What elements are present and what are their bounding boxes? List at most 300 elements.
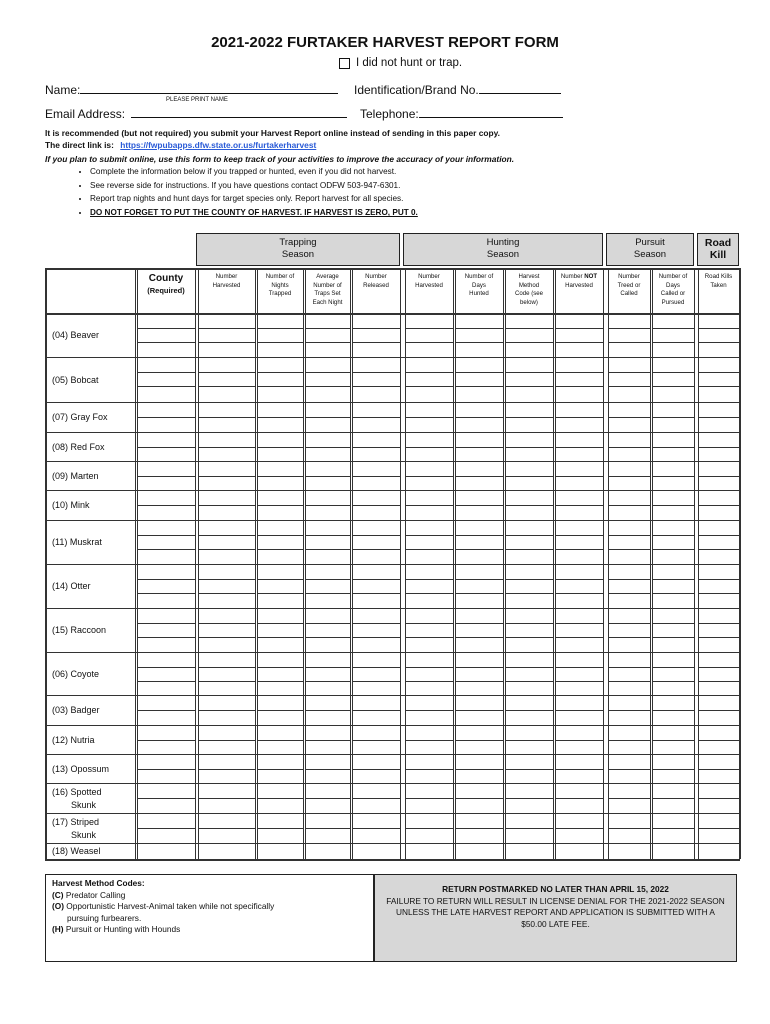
table-hline — [652, 623, 694, 624]
table-hline — [352, 769, 400, 770]
table-hline — [455, 637, 503, 638]
table-hline — [505, 579, 553, 580]
table-hline — [137, 386, 195, 387]
table-hline — [505, 372, 553, 373]
table-hline — [137, 535, 195, 536]
direct-link-label: The direct link is: — [45, 140, 114, 150]
table-hline — [198, 549, 255, 550]
table-hline — [555, 593, 603, 594]
table-hline — [698, 710, 739, 711]
table-hline — [652, 535, 694, 536]
table-hline — [455, 386, 503, 387]
table-hline — [405, 710, 453, 711]
table-hline — [45, 813, 740, 814]
table-hline — [198, 535, 255, 536]
table-hline — [45, 520, 740, 521]
table-hline — [257, 828, 303, 829]
table-hline — [455, 476, 503, 477]
table-hline — [455, 681, 503, 682]
table-hline — [455, 579, 503, 580]
table-hline — [505, 667, 553, 668]
name-field[interactable] — [45, 82, 338, 97]
table-hline — [698, 535, 739, 536]
table-hline — [555, 549, 603, 550]
table-hline — [45, 402, 740, 403]
table-hline — [137, 637, 195, 638]
print-name-hint: PLEASE PRINT NAME — [166, 97, 228, 103]
table-hline — [137, 740, 195, 741]
table-hline — [652, 417, 694, 418]
table-hline — [257, 328, 303, 329]
table-hline — [305, 623, 350, 624]
table-hline — [505, 328, 553, 329]
table-hline — [137, 798, 195, 799]
table-hline — [137, 769, 195, 770]
table-hline — [257, 593, 303, 594]
table-hline — [608, 623, 650, 624]
table-hline — [505, 476, 553, 477]
table-hline — [45, 608, 740, 609]
table-hline — [305, 505, 350, 506]
table-hline — [698, 593, 739, 594]
table-hline — [608, 681, 650, 682]
method-item — [52, 890, 367, 902]
species-label: (16) Spotted Skunk — [52, 786, 102, 810]
table-hline — [455, 372, 503, 373]
table-hline — [257, 681, 303, 682]
table-hline — [405, 447, 453, 448]
table-hline — [455, 798, 503, 799]
table-hline — [455, 740, 503, 741]
table-hline — [305, 798, 350, 799]
table-hline — [305, 681, 350, 682]
table-hline — [555, 828, 603, 829]
table-hline — [698, 386, 739, 387]
table-hline — [305, 549, 350, 550]
table-hline — [198, 328, 255, 329]
table-hline — [257, 372, 303, 373]
table-hline — [698, 342, 739, 343]
table-hline — [137, 328, 195, 329]
table-hline — [305, 328, 350, 329]
table-hline — [652, 667, 694, 668]
table-hline — [608, 769, 650, 770]
table-hline — [405, 328, 453, 329]
table-hline — [505, 342, 553, 343]
table-hline — [652, 328, 694, 329]
form-title: 2021-2022 FURTAKER HARVEST REPORT FORM — [211, 34, 559, 51]
table-hline — [352, 667, 400, 668]
table-hline — [505, 769, 553, 770]
table-hline — [652, 476, 694, 477]
table-hline — [305, 769, 350, 770]
table-hline — [405, 769, 453, 770]
table-hline — [652, 637, 694, 638]
table-hline — [698, 476, 739, 477]
pursuit-season-header: Pursuit Season — [606, 233, 694, 266]
table-hline — [305, 637, 350, 638]
table-hline — [137, 623, 195, 624]
instruction-item: • Report trap nights and hunt days for target species only. Report harvest for all species. — [90, 192, 418, 206]
table-hline — [608, 549, 650, 550]
table-hline — [198, 386, 255, 387]
table-hline — [198, 710, 255, 711]
table-hline — [45, 268, 740, 270]
harvest-method-codes — [45, 874, 374, 962]
table-hline — [652, 710, 694, 711]
table-hline — [352, 535, 400, 536]
method-item — [52, 924, 367, 936]
table-hline — [698, 328, 739, 329]
table-hline — [352, 476, 400, 477]
species-label: (04) Beaver — [52, 330, 100, 341]
table-hline — [257, 637, 303, 638]
table-hline — [305, 342, 350, 343]
table-hline — [257, 579, 303, 580]
instruction-list — [62, 165, 418, 220]
table-hline — [608, 740, 650, 741]
table-hline — [608, 710, 650, 711]
table-hline — [505, 535, 553, 536]
table-hline — [257, 476, 303, 477]
table-hline — [698, 798, 739, 799]
table-hline — [505, 637, 553, 638]
column-header: Road Kills Taken — [704, 273, 733, 289]
table-hline — [555, 386, 603, 387]
table-hline — [698, 505, 739, 506]
table-hline — [698, 769, 739, 770]
table-hline — [45, 725, 740, 726]
table-hline — [198, 740, 255, 741]
table-hline — [45, 461, 740, 462]
table-hline — [555, 342, 603, 343]
table-hline — [45, 859, 740, 860]
table-hline — [198, 342, 255, 343]
table-hline — [352, 623, 400, 624]
table-hline — [405, 386, 453, 387]
table-hline — [405, 681, 453, 682]
table-hline — [505, 740, 553, 741]
table-hline — [455, 535, 503, 536]
table-hline — [305, 447, 350, 448]
table-hline — [352, 342, 400, 343]
table-hline — [405, 579, 453, 580]
table-hline — [352, 798, 400, 799]
late-fee-warning: FAILURE TO RETURN WILL RESULT IN LICENSE DENIAL FOR THE 2021-2022 SEASON UNLESS THE LATE HARVEST REPORT AND APPLICATION IS SUBMITTED WITH A $50.00 LATE FEE. — [386, 895, 725, 930]
table-hline — [257, 549, 303, 550]
species-label: (17) Striped Skunk — [52, 816, 100, 840]
table-hline — [137, 549, 195, 550]
table-hline — [352, 386, 400, 387]
hunting-season-header: Hunting Season — [403, 233, 603, 266]
table-hline — [45, 357, 740, 358]
table-hline — [198, 447, 255, 448]
return-deadline-notice — [374, 874, 737, 962]
telephone-field[interactable] — [360, 106, 563, 121]
table-hline — [505, 417, 553, 418]
method-text: Opportunistic Harvest-Animal taken while not specifically pursuing furbearers. — [66, 901, 275, 923]
method-code: (H) — [52, 924, 64, 934]
species-label: (06) Coyote — [52, 668, 100, 679]
table-hline — [455, 505, 503, 506]
table-hline — [455, 593, 503, 594]
table-hline — [698, 417, 739, 418]
table-hline — [405, 798, 453, 799]
table-hline — [45, 754, 740, 755]
table-hline — [305, 386, 350, 387]
table-hline — [505, 549, 553, 550]
table-hline — [405, 372, 453, 373]
table-hline — [198, 372, 255, 373]
table-hline — [652, 447, 694, 448]
table-hline — [455, 710, 503, 711]
table-hline — [608, 505, 650, 506]
table-hline — [352, 549, 400, 550]
table-hline — [505, 386, 553, 387]
table-hline — [555, 769, 603, 770]
table-hline — [652, 579, 694, 580]
table-hline — [505, 447, 553, 448]
table-hline — [198, 667, 255, 668]
table-hline — [352, 328, 400, 329]
table-hline — [352, 372, 400, 373]
table-hline — [505, 828, 553, 829]
column-header: Number of Nights Trapped — [265, 273, 295, 297]
table-hline — [198, 417, 255, 418]
county-header — [137, 273, 195, 295]
table-hline — [352, 505, 400, 506]
table-hline — [198, 681, 255, 682]
table-hline — [352, 593, 400, 594]
column-header: Number Harvested — [415, 273, 443, 289]
method-codes-title: Harvest Method Codes: — [52, 878, 145, 888]
column-header: Number Released — [363, 273, 389, 289]
email-field[interactable] — [45, 106, 347, 121]
table-hline — [652, 505, 694, 506]
column-header: Number NOT Harvested — [560, 273, 598, 289]
species-label: (14) Otter — [52, 581, 91, 592]
column-header: Number of Days Called or Pursued — [658, 273, 688, 306]
table-hline — [405, 828, 453, 829]
table-hline — [405, 740, 453, 741]
table-hline — [555, 328, 603, 329]
table-hline — [257, 417, 303, 418]
table-hline — [257, 535, 303, 536]
table-hline — [698, 623, 739, 624]
table-hline — [555, 710, 603, 711]
table-hline — [198, 798, 255, 799]
method-text: Predator Calling — [65, 889, 126, 900]
table-hline — [198, 769, 255, 770]
table-hline — [198, 505, 255, 506]
table-hline — [608, 798, 650, 799]
table-hline — [305, 828, 350, 829]
instruction-item — [90, 206, 418, 220]
table-hline — [257, 710, 303, 711]
table-hline — [608, 667, 650, 668]
table-hline — [652, 798, 694, 799]
table-hline — [652, 740, 694, 741]
table-hline — [608, 447, 650, 448]
species-label: (18) Weasel — [52, 846, 101, 857]
table-hline — [608, 386, 650, 387]
id-brand-label: Identification/Brand No. — [354, 83, 479, 97]
species-label: (03) Badger — [52, 705, 100, 716]
table-hline — [305, 593, 350, 594]
table-hline — [137, 505, 195, 506]
table-hline — [505, 623, 553, 624]
table-hline — [455, 828, 503, 829]
species-label: (13) Opossum — [52, 763, 110, 774]
table-hline — [45, 652, 740, 653]
table-hline — [555, 579, 603, 580]
table-hline — [608, 828, 650, 829]
table-hline — [198, 637, 255, 638]
table-hline — [652, 386, 694, 387]
email-label: Email Address: — [45, 107, 126, 121]
table-hline — [137, 710, 195, 711]
table-hline — [652, 342, 694, 343]
species-label: (12) Nutria — [52, 734, 95, 745]
table-hline — [352, 637, 400, 638]
table-hline — [608, 328, 650, 329]
table-hline — [405, 623, 453, 624]
table-hline — [505, 798, 553, 799]
plan-text: If you plan to submit online, use this form to keep track of your activities to improve the accuracy of your information. — [45, 154, 515, 164]
county-label: County — [148, 273, 184, 284]
table-hline — [698, 681, 739, 682]
table-hline — [352, 740, 400, 741]
method-text: Pursuit or Hunting with Hounds — [65, 924, 181, 934]
column-header: Average Number of Traps Set Each Night — [312, 273, 343, 306]
table-hline — [137, 667, 195, 668]
table-hline — [405, 417, 453, 418]
table-hline — [652, 593, 694, 594]
table-hline — [652, 549, 694, 550]
table-hline — [555, 740, 603, 741]
instruction-item: • See reverse side for instructions. If you have questions contact ODFW 503-947-6301. — [90, 179, 418, 193]
no-hunt-option[interactable] — [339, 57, 462, 69]
table-hline — [608, 579, 650, 580]
table-hline — [698, 372, 739, 373]
table-hline — [352, 447, 400, 448]
table-hline — [455, 549, 503, 550]
trapping-season-header: Trapping Season — [196, 233, 400, 266]
direct-link[interactable]: https://fwpubapps.dfw.state.or.us/furtakerharvest — [120, 140, 317, 150]
table-hline — [45, 783, 740, 784]
table-hline — [455, 667, 503, 668]
table-hline — [198, 593, 255, 594]
table-hline — [257, 769, 303, 770]
table-hline — [45, 564, 740, 565]
table-hline — [305, 579, 350, 580]
column-header: Number Treed or Called — [617, 273, 641, 297]
table-hline — [305, 476, 350, 477]
table-hline — [257, 623, 303, 624]
table-hline — [257, 386, 303, 387]
table-hline — [455, 328, 503, 329]
return-deadline-heading: RETURN POSTMARKED NO LATER THAN APRIL 15, 2022 — [442, 884, 669, 894]
table-hline — [405, 593, 453, 594]
table-hline — [45, 432, 740, 433]
table-hline — [257, 342, 303, 343]
table-hline — [137, 681, 195, 682]
no-hunt-label: I did not hunt or trap. — [356, 57, 463, 69]
table-hline — [555, 623, 603, 624]
table-hline — [505, 710, 553, 711]
column-header: Number of Days Hunted — [464, 273, 494, 297]
table-hline — [137, 342, 195, 343]
table-hline — [305, 372, 350, 373]
table-hline — [198, 623, 255, 624]
table-hline — [505, 505, 553, 506]
table-hline — [698, 579, 739, 580]
species-label: (05) Bobcat — [52, 374, 99, 385]
table-hline — [405, 535, 453, 536]
table-hline — [198, 579, 255, 580]
county-required: (Required) — [147, 286, 185, 295]
method-code: (O) — [52, 901, 64, 911]
table-hline — [257, 798, 303, 799]
table-hline — [305, 417, 350, 418]
table-hline — [137, 447, 195, 448]
table-hline — [405, 667, 453, 668]
table-hline — [698, 828, 739, 829]
table-hline — [608, 476, 650, 477]
table-hline — [45, 490, 740, 491]
table-hline — [505, 681, 553, 682]
table-hline — [137, 593, 195, 594]
table-hline — [257, 667, 303, 668]
table-hline — [305, 740, 350, 741]
table-hline — [555, 505, 603, 506]
table-hline — [137, 417, 195, 418]
table-hline — [652, 769, 694, 770]
table-hline — [555, 417, 603, 418]
table-hline — [555, 798, 603, 799]
table-hline — [608, 342, 650, 343]
table-hline — [137, 372, 195, 373]
species-label: (07) Gray Fox — [52, 412, 108, 423]
table-hline — [352, 579, 400, 580]
table-hline — [698, 667, 739, 668]
direct-link-line — [45, 140, 316, 150]
table-hline — [305, 535, 350, 536]
table-hline — [555, 476, 603, 477]
column-header: Harvest Method Code (see below) — [514, 273, 544, 306]
recommend-text: It is recommended (but not required) you submit your Harvest Report online instead of sending in this paper copy. — [45, 128, 500, 138]
table-hline — [505, 593, 553, 594]
instruction-item: • Complete the information below if you trapped or hunted, even if you did not harvest. — [90, 165, 418, 179]
table-hline — [305, 667, 350, 668]
table-hline — [652, 372, 694, 373]
table-hline — [352, 417, 400, 418]
table-hline — [198, 476, 255, 477]
table-hline — [652, 681, 694, 682]
table-hline — [405, 505, 453, 506]
table-hline — [257, 740, 303, 741]
species-label: (09) Marten — [52, 470, 99, 481]
table-hline — [555, 372, 603, 373]
name-label: Name: — [45, 83, 81, 97]
table-hline — [352, 681, 400, 682]
table-hline — [45, 843, 740, 844]
road-kill-header: Road Kill — [697, 233, 739, 266]
table-hline — [352, 710, 400, 711]
table-hline — [608, 372, 650, 373]
id-brand-field[interactable] — [354, 82, 561, 97]
no-hunt-checkbox[interactable] — [339, 58, 350, 69]
